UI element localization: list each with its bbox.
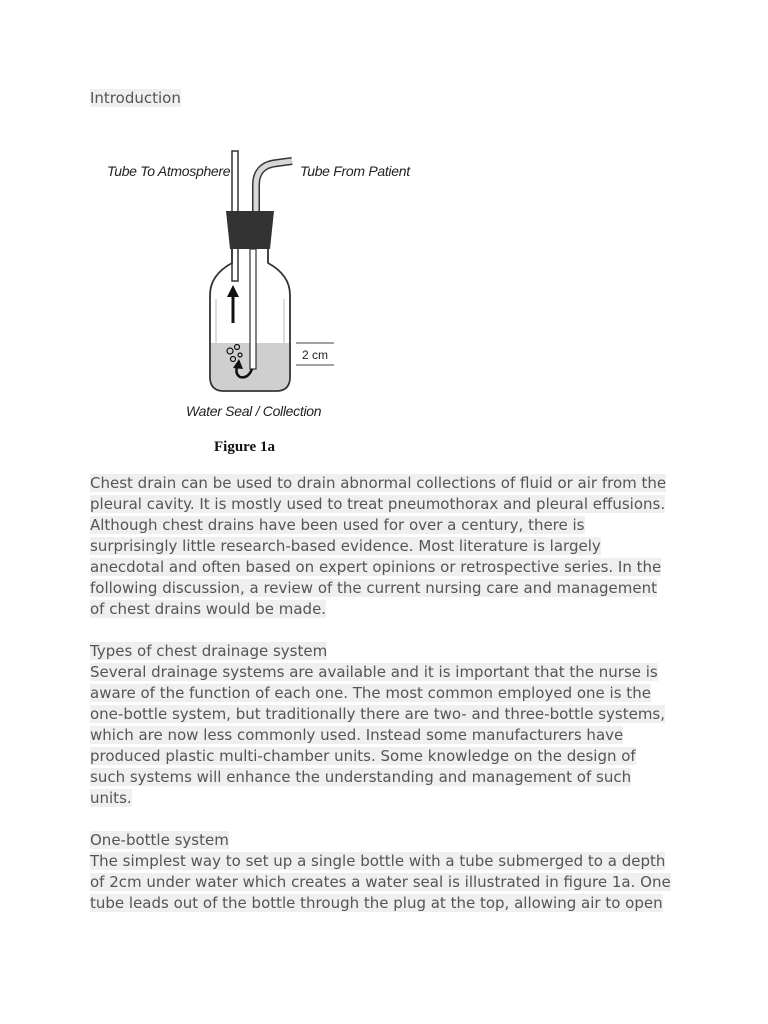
bottle-stopper [226, 211, 274, 249]
paragraph-one-bottle: The simplest way to set up a single bottle with a tube submerged to a depth of 2cm under water which creates a water seal is illustrated in figure 1a. One tube leads out of the bottle through the plug at the top, allowing air to open [90, 852, 671, 912]
submerged-tube [250, 249, 256, 369]
paragraph-intro: Chest drain can be used to drain abnormal collections of fluid or air from the pleural cavity. It is mostly used to treat pneumothorax and pleural effusions. Although chest drains have been used for over a century, there is surprisingly little research-based evidence. Most literature is largely anecdotal and often based on expert opinions or retrospective series. In the following discussion, a review of the current nursing care and management of chest drains would be made. [90, 474, 667, 618]
label-water-seal: Water Seal / Collection [186, 403, 322, 419]
label-tube-from-patient: Tube From Patient [300, 163, 410, 179]
paragraph-types: Several drainage systems are available and it is important that the nurse is aware of the function of each one. The most common employed one is the one-bottle system, but traditionally there are two- and three-bottle systems, which are now less commonly used. Instead some manufacturers have produced plastic multi-chamber units. Some knowledge on the design of such systems will enhance the understanding and management of such units. [90, 663, 666, 807]
figure-1a [102, 115, 432, 455]
patient-tube-inner [256, 161, 292, 211]
document-page [90, 88, 690, 914]
section-heading-types: Types of chest drainage system [90, 642, 328, 660]
section-heading-one-bottle: One-bottle system [90, 831, 229, 849]
label-depth: 2 cm [302, 348, 329, 362]
intro-heading: Introduction [90, 89, 181, 107]
figure-caption: Figure 1a [214, 439, 275, 455]
label-tube-to-atmosphere: Tube To Atmosphere [107, 163, 231, 179]
